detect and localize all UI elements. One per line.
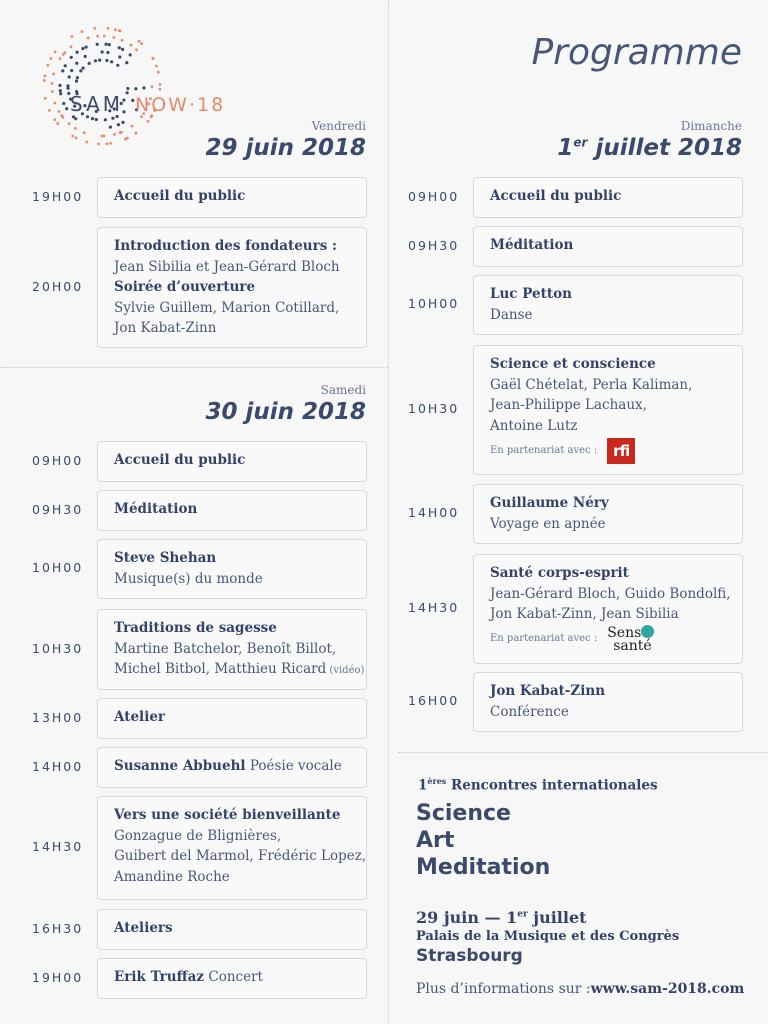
- event-title: Luc Petton: [490, 286, 572, 302]
- logo-dot: [75, 62, 78, 65]
- event-time: 09H30: [32, 501, 84, 517]
- logo-dot: [105, 43, 108, 46]
- event-time: 16H00: [408, 693, 460, 708]
- logo-dot: [152, 57, 155, 60]
- event-detail: Danse: [490, 306, 533, 323]
- event-title: Méditation: [114, 501, 198, 517]
- event-card: [97, 609, 367, 690]
- event-venue: Palais de la Musique et des Congrès: [416, 929, 680, 944]
- event-time: 10H00: [408, 296, 460, 311]
- event-time: 10H30: [408, 401, 460, 416]
- event-title: Santé corps-esprit: [490, 565, 629, 581]
- logo-dot: [159, 83, 162, 86]
- event-title: Méditation: [490, 237, 574, 253]
- logo-dot: [54, 51, 57, 54]
- event-line: [114, 548, 354, 569]
- logo-dot: [142, 86, 145, 89]
- logo-dot: [124, 138, 127, 141]
- logo-dot: [111, 117, 114, 120]
- event-detail: Jean-Philippe Lachaux,: [490, 397, 647, 413]
- logo-dot: [94, 27, 97, 30]
- logo-dot: [98, 59, 101, 62]
- event-card: [473, 226, 743, 267]
- logo-dot: [62, 102, 65, 105]
- event-dates: 29 juin — 1er juillet: [416, 908, 587, 927]
- event-time: 14H00: [408, 505, 460, 520]
- logo-dot: [129, 53, 132, 56]
- event-detail: Michel Bitbol, Matthieu Ricard: [114, 661, 327, 677]
- logo-dot: [50, 57, 53, 60]
- logo-dot: [118, 55, 121, 58]
- event-line: [490, 354, 730, 375]
- logo-dot: [70, 69, 73, 72]
- event-detail: Guibert del Marmol, Frédéric Lopez,: [114, 848, 367, 864]
- rfi-logo: rfi: [607, 438, 635, 464]
- event-time: 10H30: [32, 640, 84, 656]
- logo-dot: [71, 135, 74, 138]
- event-card: [473, 345, 743, 475]
- logo-dot: [114, 28, 117, 31]
- event-detail: Musique(s) du monde: [114, 570, 263, 587]
- event-title: Erik Truffaz: [114, 969, 205, 985]
- section-divider: [398, 752, 768, 753]
- event-line: [490, 681, 730, 702]
- logo-dot: [79, 69, 82, 72]
- event-line: [114, 186, 354, 207]
- logo-dot: [113, 133, 116, 136]
- event-title: Soirée d’ouverture: [114, 279, 256, 295]
- event-line: [114, 756, 354, 777]
- logo-dot: [68, 75, 71, 78]
- logo-dot: [157, 71, 160, 74]
- sens-sante-logo: Sens santé: [607, 627, 651, 653]
- event-line: [114, 918, 354, 939]
- day-date: 30 juin 2018: [205, 399, 366, 425]
- event-detail: Gaël Chételat, Perla Kaliman,: [490, 376, 693, 393]
- partner-line: [490, 438, 730, 464]
- event-line: [114, 707, 354, 728]
- logo-dot: [87, 37, 90, 40]
- logo-dot: [155, 65, 158, 68]
- logo-dot: [97, 143, 100, 146]
- logo-dot: [66, 84, 69, 87]
- event-card: [473, 484, 743, 544]
- event-time: 14H30: [408, 600, 460, 615]
- event-card: [97, 441, 367, 482]
- event-detail: Martine Batchelor, Benoît Billot,: [114, 640, 337, 657]
- sens-sante-dot-icon: [641, 625, 654, 638]
- logo-dot: [135, 132, 138, 135]
- logo-dot: [125, 61, 128, 64]
- event-time: 19H00: [32, 969, 84, 985]
- logo-dot: [44, 75, 47, 78]
- logo-dot: [46, 64, 49, 67]
- logo-dot: [58, 84, 61, 87]
- logo-dot: [61, 69, 64, 72]
- event-line: [114, 867, 354, 888]
- event-time: 14H30: [32, 839, 84, 854]
- logo-dot: [51, 82, 54, 85]
- event-detail: Sylvie Guillem, Marion Cotillard,: [114, 299, 340, 316]
- logo-dot: [105, 142, 108, 145]
- event-detail: Poésie vocale: [245, 758, 342, 774]
- logo-dot: [44, 97, 47, 100]
- event-line: [490, 416, 730, 437]
- event-title: Accueil du public: [490, 188, 622, 204]
- logo-dot: [70, 35, 73, 38]
- logo-dot: [105, 59, 108, 62]
- section-divider: [0, 367, 388, 368]
- logo-dot: [113, 36, 116, 39]
- logo-dot: [75, 136, 78, 139]
- event-title: Steve Shehan: [114, 550, 217, 566]
- event-title: Accueil du public: [114, 188, 246, 204]
- event-line: [114, 639, 354, 660]
- partner-label: En partenariat avec :: [490, 444, 598, 456]
- event-time: 16H30: [32, 920, 84, 936]
- logo-dot: [109, 142, 112, 145]
- logo-dot: [76, 51, 79, 54]
- logo-dot: [70, 56, 73, 59]
- logo-dot: [96, 35, 99, 38]
- logo-dot: [101, 50, 104, 53]
- logo-dot: [107, 27, 110, 30]
- logo-dot: [43, 79, 46, 82]
- logo-dot: [76, 76, 79, 79]
- logo-dot: [48, 109, 51, 112]
- event-detail: Antoine Lutz: [490, 417, 578, 434]
- event-detail: Gonzague de Blignières,: [114, 827, 282, 844]
- event-name: Science Art Meditation: [416, 801, 551, 880]
- event-line: [490, 305, 730, 326]
- logo-dot: [85, 46, 88, 49]
- event-title: Ateliers: [114, 920, 173, 936]
- event-line: [490, 702, 730, 723]
- logo-dot: [58, 110, 61, 113]
- event-card: [473, 177, 743, 218]
- logo-dot: [117, 123, 120, 126]
- logo-dot: [104, 118, 107, 121]
- event-card: [97, 177, 367, 218]
- event-time: 14H00: [32, 758, 84, 774]
- logo-dot: [100, 135, 103, 138]
- logo-dot: [138, 40, 141, 43]
- event-line: [114, 257, 354, 278]
- day-header-sunday: [557, 119, 742, 161]
- logo-dot: [59, 89, 62, 92]
- event-time: 09H00: [408, 188, 460, 204]
- event-detail: Concert: [204, 969, 263, 985]
- event-title: Traditions de sagesse: [114, 620, 277, 636]
- logo-dot: [96, 43, 99, 46]
- event-title: Guillaume Néry: [490, 495, 609, 511]
- weekday-label: Samedi: [320, 383, 366, 397]
- logo-dot: [70, 45, 73, 48]
- logo-dot: [84, 55, 87, 58]
- logo-dot: [74, 127, 77, 130]
- event-detail: Voyage en apnée: [490, 515, 606, 532]
- logo-dot: [147, 120, 150, 123]
- event-detail: Jon Kabat-Zinn: [114, 320, 217, 336]
- event-time: 19H00: [32, 188, 84, 204]
- event-line: [490, 235, 730, 256]
- event-line: [114, 659, 365, 682]
- event-card: [97, 796, 367, 900]
- logo-dot: [68, 122, 71, 125]
- logo-dot: [56, 122, 59, 125]
- logo-dot: [108, 43, 111, 46]
- logo-dot: [131, 125, 134, 128]
- logo-dot: [103, 35, 106, 38]
- logo-dot: [88, 62, 91, 65]
- logo-dot: [121, 48, 124, 51]
- event-title: Susanne Abbuehl: [114, 758, 246, 774]
- logo-dot: [64, 51, 67, 54]
- logo-dot: [64, 64, 67, 67]
- event-detail: Jean Sibilia et Jean-Gérard Bloch: [114, 258, 340, 275]
- logo-dot: [52, 73, 55, 76]
- logo-dot: [81, 30, 84, 33]
- event-card: [97, 698, 367, 739]
- logo-dot: [83, 131, 86, 134]
- event-note: (vidéo): [326, 665, 365, 676]
- day-header-friday: [205, 119, 366, 161]
- event-line: [114, 967, 354, 988]
- rencontres-label: 1ères Rencontres internationales: [418, 776, 658, 794]
- event-line: [490, 514, 730, 535]
- event-line: [114, 318, 354, 339]
- event-title: Accueil du public: [114, 452, 246, 468]
- logo-dot: [94, 59, 97, 62]
- event-card: [97, 747, 367, 788]
- logo-dot: [135, 48, 138, 51]
- logo-dot: [126, 87, 129, 90]
- event-line: [114, 277, 354, 298]
- day-date: 1er juillet 2018: [557, 135, 742, 161]
- event-title: Science et conscience: [490, 356, 656, 372]
- event-line: [114, 618, 354, 639]
- logo-dot: [81, 47, 84, 50]
- event-line: [490, 395, 730, 416]
- event-time: 20H00: [32, 278, 84, 294]
- logo-dot: [120, 131, 123, 134]
- event-line: [114, 846, 367, 867]
- weekday-label: Vendredi: [311, 119, 366, 133]
- event-detail: Jon Kabat-Zinn, Jean Sibilia: [490, 606, 679, 622]
- weekday-label: Dimanche: [680, 119, 742, 133]
- logo-dot: [159, 88, 162, 91]
- event-line: [490, 584, 730, 605]
- event-detail: Jean-Gérard Bloch, Guido Bondolfi,: [490, 585, 731, 602]
- event-detail: Amandine Roche: [114, 868, 230, 885]
- day-date: 29 juin 2018: [205, 135, 366, 161]
- event-detail: Conférence: [490, 703, 569, 720]
- event-line: [114, 826, 354, 847]
- event-time: 13H00: [32, 709, 84, 725]
- event-title: Jon Kabat-Zinn: [490, 683, 606, 699]
- partner-label: En partenariat avec :: [490, 633, 598, 645]
- event-line: [490, 375, 730, 396]
- logo-dot: [151, 85, 154, 88]
- event-time: 09H30: [408, 237, 460, 253]
- logo-dot: [130, 44, 133, 47]
- logo-dot: [121, 39, 124, 42]
- logo-dot: [59, 92, 62, 95]
- logo-dot: [119, 30, 122, 33]
- logo-dot: [59, 57, 62, 60]
- logo-dot: [95, 118, 98, 121]
- logo-dot: [86, 141, 89, 144]
- logo-dot: [109, 126, 112, 129]
- event-title: Vers une société bienveillante: [114, 807, 341, 823]
- column-divider: [388, 0, 389, 1024]
- logo-dot: [134, 87, 137, 90]
- logo-dot: [106, 51, 109, 54]
- event-card: [97, 909, 367, 950]
- logo-dot: [53, 118, 56, 121]
- partner-line: [490, 624, 730, 654]
- logo-dot: [82, 67, 85, 70]
- logo-dot: [118, 46, 121, 49]
- event-title: Atelier: [114, 709, 166, 725]
- logo-dot: [116, 64, 119, 67]
- logo-dot: [121, 121, 124, 124]
- logo-suffix: NOW·18: [135, 94, 226, 116]
- page-title: Programme: [531, 32, 742, 73]
- event-city: Strasbourg: [416, 946, 523, 966]
- logo-dot: [54, 102, 57, 105]
- event-card: [473, 672, 743, 732]
- day-header-saturday: [205, 383, 366, 425]
- logo-dot: [140, 42, 143, 45]
- event-line: [114, 298, 354, 319]
- event-line: [490, 493, 730, 514]
- event-card: [473, 275, 743, 335]
- event-card: [97, 539, 367, 599]
- event-time: 10H00: [32, 560, 84, 575]
- logo-dot: [65, 107, 68, 110]
- event-line: [114, 236, 354, 257]
- logo-dot: [110, 60, 113, 63]
- logo-dot: [60, 114, 63, 117]
- event-line: [114, 450, 354, 471]
- event-line: [490, 284, 730, 305]
- event-line: [114, 805, 354, 826]
- website-link[interactable]: www.sam-2018.com: [590, 981, 745, 997]
- event-line: [490, 186, 730, 207]
- more-info: Plus d’informations sur :www.sam-2018.com: [416, 981, 745, 997]
- logo-dot: [91, 117, 94, 120]
- logo-brand: SAM: [70, 92, 124, 116]
- event-line: [490, 563, 730, 584]
- logo-dot: [75, 80, 78, 83]
- event-card: [97, 958, 367, 999]
- event-time: 09H00: [32, 452, 84, 468]
- event-line: [114, 499, 354, 520]
- event-card: [97, 490, 367, 531]
- event-line: [114, 569, 354, 590]
- logo-dot: [51, 90, 54, 93]
- event-line: [490, 604, 730, 625]
- event-title: Introduction des fondateurs :: [114, 238, 338, 254]
- event-card: [473, 554, 743, 664]
- event-card: [97, 227, 367, 348]
